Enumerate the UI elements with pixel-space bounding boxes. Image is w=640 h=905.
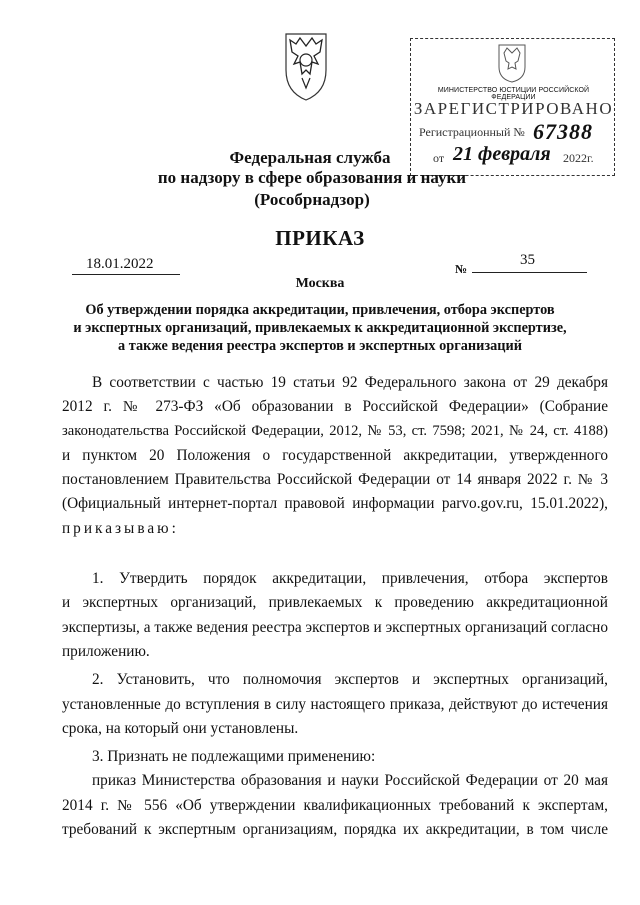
body-line: приложению. bbox=[62, 643, 150, 660]
stamp-date-year: 2022г. bbox=[563, 151, 594, 165]
body-line: (Официальный интернет-портал правовой информации parvo.gov.ru, 15.01.2022), bbox=[62, 495, 608, 512]
body-line: 2014 г. № 556 «Об утверждении квалификационных требований к экспертам, bbox=[62, 797, 608, 814]
body-line: требований к экспертным организациям, порядка их аккредитации, в том числе bbox=[62, 821, 608, 838]
body-line: установленные до вступления в силу настоящего приказа, действуют до истечения bbox=[62, 696, 608, 713]
org-name-line3: (Рособрнадзор) bbox=[254, 190, 370, 209]
stamp-emblem-icon bbox=[495, 43, 529, 83]
stamp-ministry: МИНИСТЕРСТВО ЮСТИЦИИ РОССИЙСКОЙ ФЕДЕРАЦИИ bbox=[437, 87, 590, 101]
subject-line: Об утверждении порядка аккредитации, привлечения, отбора экспертов bbox=[85, 302, 555, 318]
order-word: приказываю: bbox=[62, 520, 179, 537]
body-line: 1. Утвердить порядок аккредитации, привлечения, отбора экспертов bbox=[92, 570, 608, 587]
stamp-date-prefix: от bbox=[433, 151, 445, 165]
org-name-line2: по надзору в сфере образования и науки bbox=[157, 168, 467, 187]
number-sign: № bbox=[455, 262, 468, 276]
stamp-reg-label: Регистрационный № bbox=[419, 125, 525, 139]
body-line: В соответствии с частью 19 статьи 92 Федерального закона от 29 декабря bbox=[92, 374, 608, 391]
body-line: и пунктом 20 Положения о государственной аккредитации, утвержденного bbox=[62, 447, 608, 464]
city: Москва bbox=[295, 276, 345, 291]
document-type: ПРИКАЗ bbox=[275, 226, 365, 250]
document-number: 35 bbox=[520, 252, 535, 268]
date-underline bbox=[72, 274, 180, 275]
number-underline bbox=[472, 272, 587, 273]
body-line: законодательства Российской Федерации, 2012, № 53, ст. 7598; 2021, № 24, ст. 4188) bbox=[62, 423, 608, 439]
org-name-line1: Федеральная служба bbox=[229, 148, 391, 167]
body-line: и экспертных организаций, привлекаемых к проведению аккредитационной bbox=[62, 594, 608, 611]
body-line: срока, на который они установлены. bbox=[62, 720, 299, 737]
body-line: 3. Признать не подлежащими применению: bbox=[92, 748, 376, 765]
body-line: экспертизы, а также ведения реестра экспертов и экспертных организаций согласно bbox=[62, 619, 608, 636]
document-date: 18.01.2022 bbox=[86, 256, 154, 272]
body-line: 2. Установить, что полномочия экспертов и экспертных организаций, bbox=[92, 671, 608, 688]
subject-line: а также ведения реестра экспертов и экспертных организаций bbox=[118, 338, 522, 354]
body-line: постановлением Правительства Российской Федерации от 14 января 2022 г. № 3 bbox=[62, 471, 608, 488]
stamp-registered: ЗАРЕГИСТРИРОВАНО bbox=[413, 99, 614, 118]
subject-line: и экспертных организаций, привлекаемых к аккредитационной экспертизе, bbox=[73, 320, 567, 336]
coat-of-arms-emblem bbox=[280, 30, 332, 102]
stamp-date-handwritten: 21 февраля bbox=[453, 143, 551, 165]
body-line: приказ Министерства образования и науки Российской Федерации от 20 мая bbox=[92, 772, 608, 789]
stamp-reg-number: 67388 bbox=[533, 119, 593, 144]
body-line: 2012 г. № 273-ФЗ «Об образовании в Российской Федерации» (Собрание bbox=[62, 398, 608, 415]
